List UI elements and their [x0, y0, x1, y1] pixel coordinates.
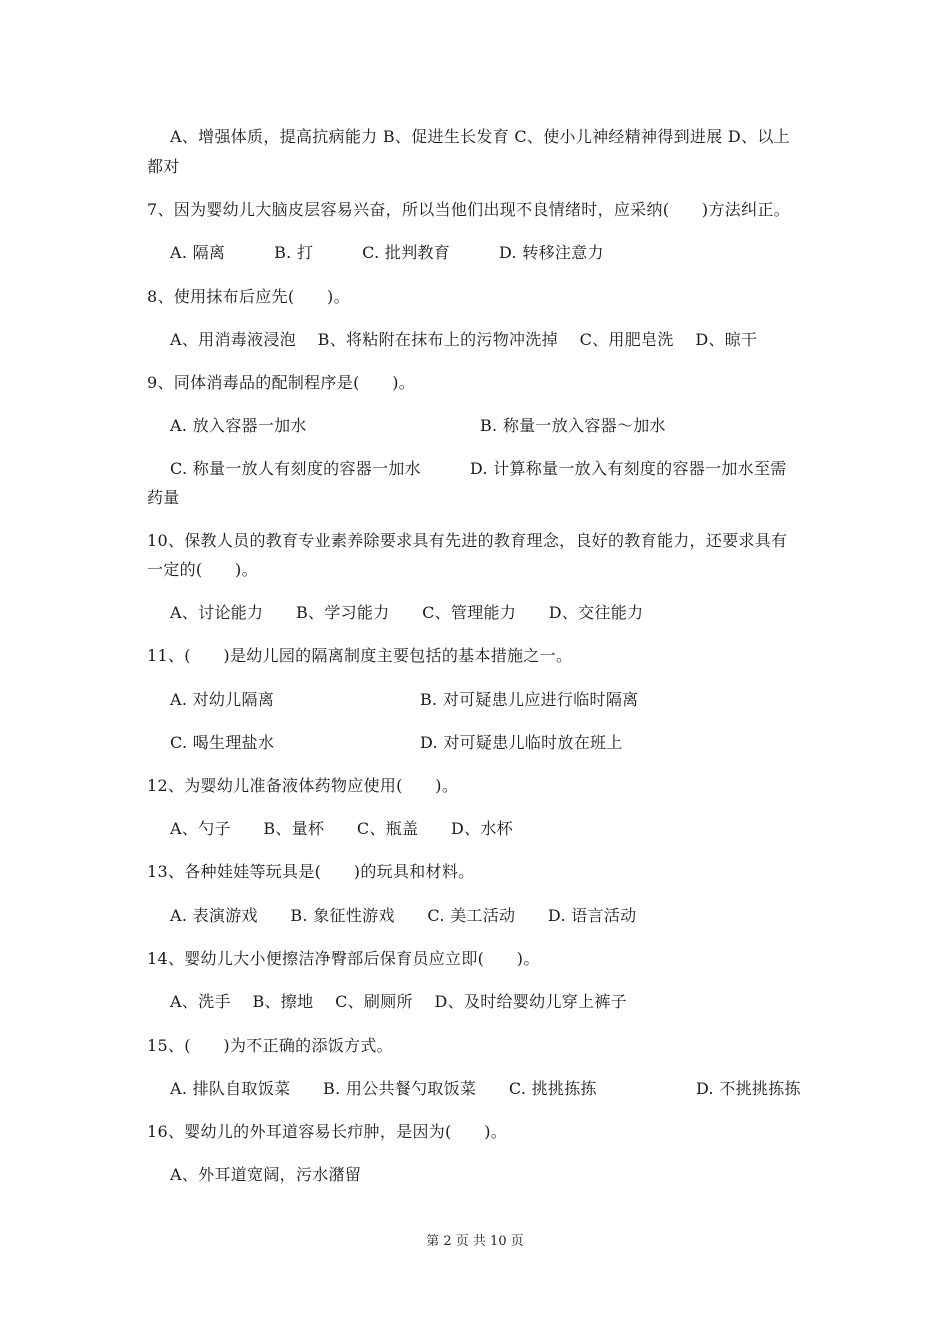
q11-option-b: B. 对可疑患儿应进行临时隔离: [420, 690, 639, 709]
q15-options-abc: A. 排队自取饭菜 B. 用公共餐勺取饭菜 C. 挑挑拣拣: [170, 1079, 597, 1098]
page-footer: 第 2 页 共 10 页: [426, 1234, 524, 1249]
question-14: 14、婴幼儿大小便擦洁净臀部后保育员应立即( )。: [147, 949, 540, 968]
q15-option-d: D. 不挑挑拣拣: [696, 1079, 801, 1098]
question-15: 15、( )为不正确的添饭方式。: [147, 1036, 393, 1055]
q11-option-c: C. 喝生理盐水: [170, 733, 275, 752]
question-12: 12、为婴幼儿准备液体药物应使用( )。: [147, 776, 459, 795]
q6-options-line2: 都对: [147, 157, 180, 176]
question-10-line2: 一定的( )。: [147, 560, 258, 579]
q9-option-b: B. 称量一放入容器～加水: [480, 416, 666, 435]
q9-options-cd-line1: C. 称量一放人有刻度的容器一加水 D. 计算称量一放入有刻度的容器一加水至需: [170, 459, 787, 478]
q11-option-a: A. 对幼儿隔离: [170, 690, 275, 709]
q8-options: A、用消毒液浸泡 B、将粘附在抹布上的污物冲洗掉 C、用肥皂洗 D、晾干: [170, 330, 758, 349]
question-7: 7、因为婴幼儿大脑皮层容易兴奋，所以当他们出现不良情绪时，应采纳( )方法纠正。: [147, 200, 790, 219]
q10-options: A、讨论能力 B、学习能力 C、管理能力 D、交往能力: [170, 603, 644, 622]
q6-options-line1: A、增强体质，提高抗病能力 B、促进生长发育 C、使小儿神经精神得到进展 D、以上: [170, 127, 790, 146]
q14-options: A、洗手 B、擦地 C、刷厕所 D、及时给婴幼儿穿上裤子: [170, 992, 627, 1011]
question-9: 9、同体消毒品的配制程序是( )。: [147, 373, 416, 392]
q7-options: A. 隔离 B. 打 C. 批判教育 D. 转移注意力: [170, 243, 604, 262]
q11-option-d: D. 对可疑患儿临时放在班上: [420, 733, 623, 752]
question-16: 16、婴幼儿的外耳道容易长疖肿，是因为( )。: [147, 1122, 508, 1141]
question-13: 13、各种娃娃等玩具是( )的玩具和材料。: [147, 862, 475, 881]
question-10-line1: 10、保教人员的教育专业素养除要求具有先进的教育理念，良好的教育能力，还要求具有: [147, 531, 788, 550]
q12-options: A、勺子 B、量杯 C、瓶盖 D、水杯: [170, 819, 513, 838]
q16-option-a: A、外耳道宽阔，污水潴留: [170, 1165, 362, 1184]
q9-options-cd-line2: 药量: [147, 488, 180, 507]
question-11: 11、( )是幼儿园的隔离制度主要包括的基本措施之一。: [147, 646, 573, 665]
q9-option-a: A. 放入容器一加水: [170, 416, 307, 435]
q13-options: A. 表演游戏 B. 象征性游戏 C. 美工活动 D. 语言活动: [170, 906, 637, 925]
question-8: 8、使用抹布后应先( )。: [147, 287, 350, 306]
